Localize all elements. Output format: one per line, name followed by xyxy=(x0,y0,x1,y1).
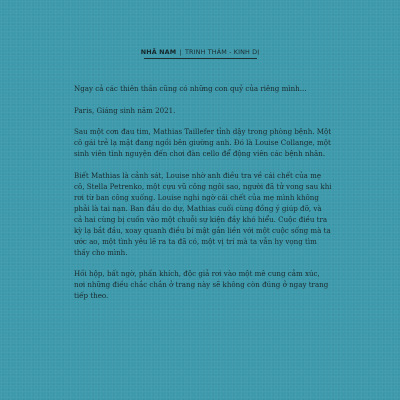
publisher-header xyxy=(0,48,400,56)
header-underline xyxy=(144,58,257,59)
tagline-paragraph: Ngay cả các thiên thần cũng có những con quỷ của riêng mình... xyxy=(74,84,307,93)
publisher-name: NHÃ NAM xyxy=(140,48,177,56)
synopsis-paragraph-1: Sau một cơn đau tim, Mathias Taillefer tỉnh dậy trong phòng bệnh. Một cô gái trẻ lạ mặt đang ngồi bên giường anh. Đó là Louise Collange, một sinh viên tình nguyện đến chơi đàn cello để động viên các bệnh nhân. xyxy=(74,127,332,159)
synopsis-paragraph-2: Biết Mathias là cảnh sát, Louise nhờ anh điều tra về cái chết của mẹ cô, Stella Petrenko, một cựu vũ công ngôi sao, người đã tử vong sau khi rơi từ ban công xuống. Louise nghi ngờ cái chết của mẹ mình không phải là tai nạn. Ban đầu do dự, Mathias cuối cùng đồng ý giúp đỡ, và cả hai cùng bị cuốn vào một chuỗi sự kiện đầy khó hiểu. Cuộc điều tra kỳ lạ bắt đầu, xoay quanh điều bí mật gắn liền với một cuộc sống mà ta ước ao, một tình yêu lẽ ra ta đã có, một vị trí mà ta vẫn hy vọng tìm thấy cho mình. xyxy=(74,170,332,257)
setting-paragraph: Paris, Giáng sinh năm 2021. xyxy=(74,105,176,115)
blurb-text xyxy=(74,83,332,312)
header-separator: | xyxy=(179,48,182,56)
genre-label: TRINH THÁM - KINH DỊ xyxy=(184,48,260,56)
closing-paragraph: Hồi hộp, bất ngờ, phấn khích, độc giả rơi vào một mê cung cảm xúc, nơi những điều chắc chắn ở trang này sẽ không còn đúng ở ngay trang tiếp theo. xyxy=(74,269,329,301)
